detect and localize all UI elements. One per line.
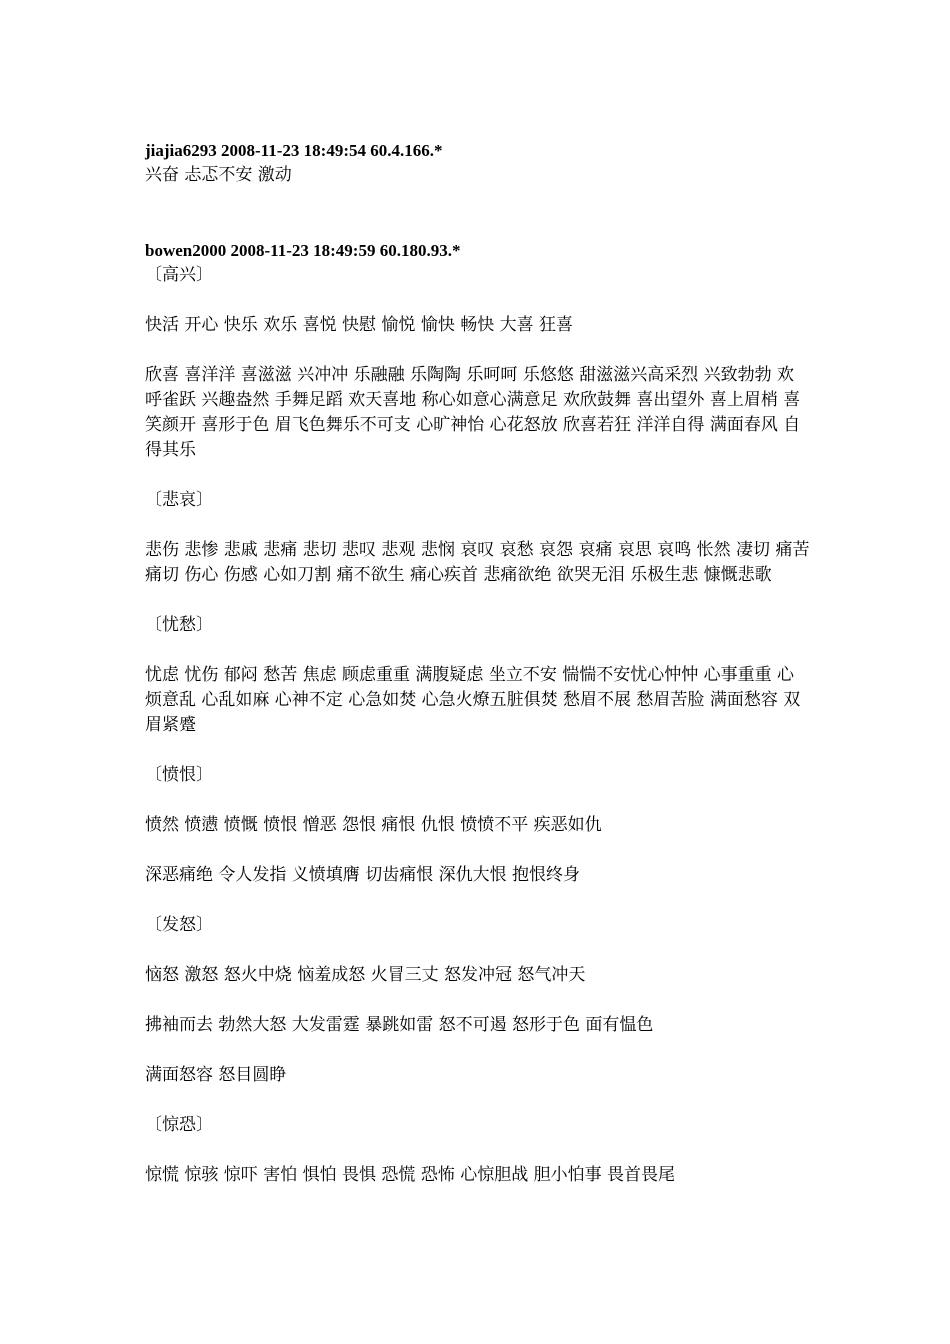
spacer <box>145 888 810 913</box>
spacer <box>145 188 810 238</box>
spacer <box>145 463 810 488</box>
paragraph: 深恶痛绝 令人发指 义愤填膺 切齿痛恨 深仇大恨 抱恨终身 <box>145 865 581 885</box>
spacer <box>145 638 810 663</box>
spacer <box>145 938 810 963</box>
spacer <box>145 988 810 1013</box>
section-title-resentment: 〔愤恨〕 <box>145 765 213 785</box>
spacer <box>145 588 810 613</box>
spacer <box>145 1038 810 1063</box>
spacer <box>145 513 810 538</box>
paragraph: 快活 开心 快乐 欢乐 喜悦 快慰 愉悦 愉快 畅快 大喜 狂喜 <box>145 315 574 335</box>
paragraph: 悲伤 悲惨 悲戚 悲痛 悲切 悲叹 悲观 悲悯 哀叹 哀愁 哀怨 哀痛 哀思 哀鸣 怅然 凄切 痛苦 痛切 伤心 伤感 心如刀割 痛不欲生 痛心疾首 悲痛欲绝 欲哭无泪 乐极生悲 慷慨悲歌 <box>145 540 810 585</box>
paragraph: 恼怒 激怒 怒火中烧 恼羞成怒 火冒三丈 怒发冲冠 怒气冲天 <box>145 965 586 985</box>
paragraph: 满面怒容 怒目圆睁 <box>145 1065 287 1085</box>
spacer <box>145 288 810 313</box>
paragraph: 拂袖而去 勃然大怒 大发雷霆 暴跳如雷 怒不可遏 怒形于色 面有愠色 <box>145 1015 654 1035</box>
section-title-worry: 〔忧愁〕 <box>145 615 213 635</box>
section-title-sorrow: 〔悲哀〕 <box>145 490 213 510</box>
paragraph: 忧虑 忧伤 郁闷 愁苦 焦虑 顾虑重重 满腹疑虑 坐立不安 惴惴不安忧心忡忡 心事重重 心烦意乱 心乱如麻 心神不定 心急如焚 心急火燎五脏俱焚 愁眉不展 愁眉苦脸 满面愁容 双眉紧蹙 <box>145 665 801 735</box>
post-header: bowen2000 2008-11-23 18:49:59 60.180.93.* <box>145 241 461 260</box>
section-title-fear: 〔惊恐〕 <box>145 1115 213 1135</box>
spacer <box>145 338 810 363</box>
paragraph: 惊慌 惊骇 惊吓 害怕 惧怕 畏惧 恐慌 恐怖 心惊胆战 胆小怕事 畏首畏尾 <box>145 1165 676 1185</box>
spacer <box>145 738 810 763</box>
paragraph: 欣喜 喜洋洋 喜滋滋 兴冲冲 乐融融 乐陶陶 乐呵呵 乐悠悠 甜滋滋兴高采烈 兴致勃勃 欢呼雀跃 兴趣盎然 手舞足蹈 欢天喜地 称心如意心满意足 欢欣鼓舞 喜出望外 喜上眉梢 喜笑颜开 喜形于色 眉飞色舞乐不可支 心旷神怡 心花怒放 欣喜若狂 洋洋自得 满面春风 自得其乐 <box>145 365 801 460</box>
spacer <box>145 1138 810 1163</box>
post-body-line: 兴奋 忐忑不安 激动 <box>145 165 292 185</box>
post-header: jiajia6293 2008-11-23 18:49:54 60.4.166.* <box>145 141 443 160</box>
paragraph: 愤然 愤懑 愤慨 愤恨 憎恶 怨恨 痛恨 仇恨 愤愤不平 疾恶如仇 <box>145 815 602 835</box>
section-title-happy: 〔高兴〕 <box>145 265 213 285</box>
spacer <box>145 788 810 813</box>
section-title-anger: 〔发怒〕 <box>145 915 213 935</box>
spacer <box>145 1088 810 1113</box>
spacer <box>145 838 810 863</box>
document-content <box>145 138 810 1188</box>
